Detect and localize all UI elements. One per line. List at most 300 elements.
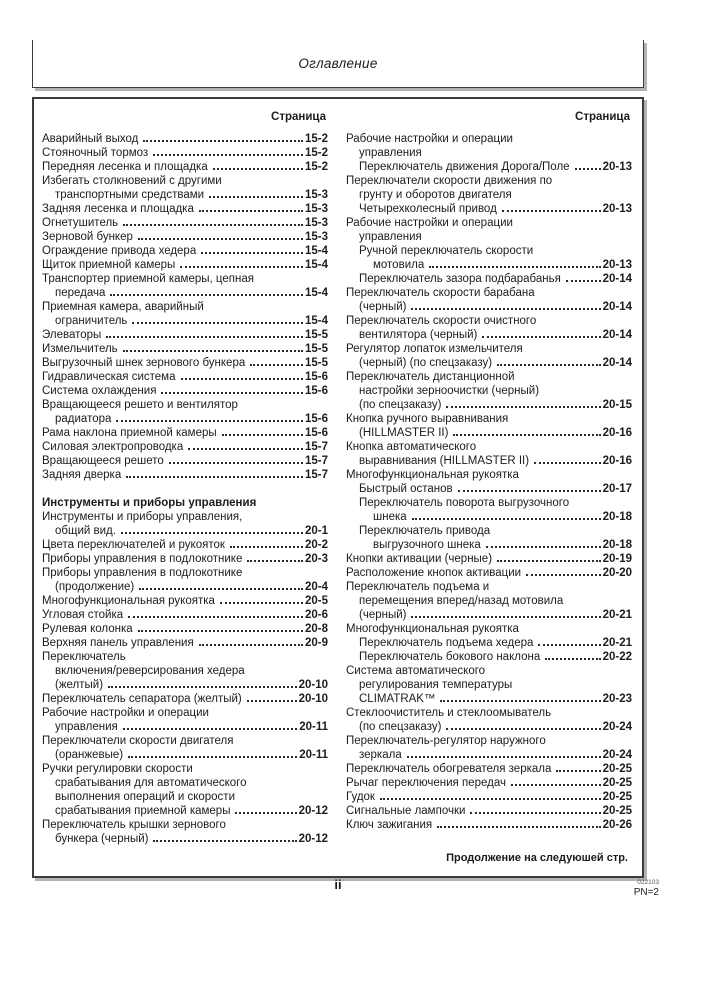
toc-entry-text: Переключатель привода — [359, 525, 491, 537]
toc-page-number: 20-3 — [304, 553, 328, 565]
toc-entry-text: выполнения операций и скорости — [55, 791, 235, 803]
toc-entry-text: срабатывания приемной камеры — [55, 805, 231, 817]
toc-entry-text: Переключатель сепаратора (желтый) — [42, 693, 242, 705]
toc-entry-text: передача — [55, 287, 106, 299]
toc-page-number: 20-1 — [304, 525, 328, 537]
dot-leader — [188, 448, 303, 450]
toc-page-number: 20-6 — [304, 609, 328, 621]
toc-entry-line — [42, 650, 328, 664]
column-header-left: Страница — [271, 111, 326, 123]
toc-page-number: 15-3 — [304, 217, 328, 229]
toc-entry-text: Огнетушитель — [42, 217, 119, 229]
toc-entry-text: (желтый) — [55, 679, 104, 691]
toc-page-number: 15-4 — [304, 245, 328, 257]
toc-entry-text: Элеваторы — [42, 329, 102, 341]
dot-leader — [235, 812, 296, 814]
toc-page-number: 20-25 — [602, 805, 632, 817]
dot-leader — [458, 490, 601, 492]
toc-entry-text: (черный) — [359, 301, 407, 313]
toc-page-number: 20-16 — [602, 455, 632, 467]
toc-entry-text: Переключатель-регулятор наружного — [346, 735, 546, 747]
toc-entry-line — [346, 216, 632, 230]
toc-entry-text: Вращающееся решето и вентилятор — [42, 399, 238, 411]
dot-leader — [412, 518, 601, 520]
toc-page-number: 20-26 — [602, 819, 632, 831]
toc-entry-text: Переключатель подъема хедера — [359, 637, 534, 649]
dot-leader — [139, 588, 303, 590]
dot-leader — [437, 826, 600, 828]
toc-entry-text: Рама наклона приемной камеры — [42, 427, 217, 439]
toc-page-number: 20-14 — [602, 329, 632, 341]
toc-entry-line — [42, 608, 328, 622]
toc-page-number: 20-11 — [299, 721, 328, 733]
toc-entry-text: Переключатели скорости двигателя — [42, 735, 234, 747]
toc-page-number: 15-4 — [304, 315, 328, 327]
toc-entry-line — [346, 328, 632, 342]
toc-entry-text: (HILLMASTER II) — [359, 427, 449, 439]
toc-entry-text: Угловая стойка — [42, 609, 124, 621]
dot-leader — [407, 756, 601, 758]
toc-page-number: 15-2 — [304, 133, 328, 145]
toc-entry-text: Переключатель зазора подбарабанья — [359, 273, 561, 285]
dot-leader — [497, 560, 601, 562]
toc-page-number: 20-17 — [602, 483, 632, 495]
toc-box — [32, 97, 644, 878]
toc-entry-text: Четырехколесный привод — [359, 203, 497, 215]
dot-leader — [250, 364, 303, 366]
toc-entry-line — [346, 356, 632, 370]
toc-entry-text: Зерновой бункер — [42, 231, 133, 243]
toc-entry-line — [42, 524, 328, 538]
toc-entry-text: включения/реверсирования хедера — [55, 665, 245, 677]
toc-entry-text: Переключатель — [42, 651, 126, 663]
toc-entry-text: CLIMATRAK™ — [359, 693, 436, 705]
page-header-band — [32, 40, 644, 88]
toc-entry-text: Верхняя панель управления — [42, 637, 194, 649]
toc-entry-line — [42, 580, 328, 594]
dot-leader — [132, 322, 303, 324]
dot-leader — [411, 616, 600, 618]
toc-entry-line — [346, 566, 632, 580]
toc-entry-line — [42, 454, 328, 468]
toc-entry-line — [346, 174, 632, 188]
toc-entry-line — [42, 776, 328, 790]
toc-entry-line — [42, 286, 328, 300]
toc-entry-text: Быстрый останов — [359, 483, 453, 495]
toc-entry-text: Система охлаждения — [42, 385, 157, 397]
toc-page-number: 20-14 — [602, 301, 632, 313]
dot-leader — [482, 336, 600, 338]
dot-leader — [213, 168, 303, 170]
toc-entry-text: Сигнальные лампочки — [346, 805, 466, 817]
toc-entry-text: (оранжевые) — [55, 749, 124, 761]
toc-entry-line — [346, 258, 632, 272]
toc-page-number: 20-11 — [299, 749, 328, 761]
dot-leader — [534, 462, 600, 464]
toc-entry-text: Многофункциональная рукоятка — [346, 623, 519, 635]
toc-entries-left — [42, 132, 328, 846]
dot-leader — [153, 154, 303, 156]
dot-leader — [486, 546, 601, 548]
dot-leader — [108, 686, 297, 688]
toc-entry-text: Многофункциональная рукоятка — [42, 595, 215, 607]
dot-leader — [230, 546, 303, 548]
toc-entry-line — [346, 146, 632, 160]
toc-entry-line — [346, 678, 632, 692]
toc-entry-line — [42, 384, 328, 398]
toc-entry-text: (черный) — [359, 609, 407, 621]
toc-entry-line — [346, 286, 632, 300]
toc-entry-line — [346, 664, 632, 678]
toc-entry-line — [346, 524, 632, 538]
toc-page-number: 20-10 — [298, 679, 328, 691]
dot-leader — [161, 392, 303, 394]
toc-entry-line — [346, 720, 632, 734]
print-code: 022103 — [637, 879, 659, 886]
toc-page-number: 15-5 — [304, 329, 328, 341]
toc-entry-text: общий вид. — [55, 525, 116, 537]
toc-entry-text: Избегать столкновений с другими — [42, 175, 222, 187]
toc-page-number: 20-25 — [602, 777, 632, 789]
toc-page-number: 20-13 — [602, 203, 632, 215]
dot-leader — [247, 560, 303, 562]
dot-leader — [121, 532, 303, 534]
toc-entry-text: ограничитель — [55, 315, 128, 327]
toc-entry-text: Кнопки активации (черные) — [346, 553, 493, 565]
toc-page-number: 20-5 — [304, 595, 328, 607]
dot-leader — [169, 462, 303, 464]
toc-entry-text: Стояночный тормоз — [42, 147, 149, 159]
toc-page-number: 15-3 — [304, 203, 328, 215]
toc-entry-line — [42, 538, 328, 552]
toc-page-number: 20-25 — [602, 791, 632, 803]
toc-page-number: 15-5 — [304, 343, 328, 355]
toc-entries-right — [346, 132, 632, 832]
toc-entry-line — [42, 272, 328, 286]
toc-entry-line — [42, 468, 328, 482]
dot-leader — [181, 378, 303, 380]
toc-entry-text: Выгрузочный шнек зернового бункера — [42, 357, 246, 369]
dot-leader — [128, 756, 297, 758]
toc-entry-line — [42, 244, 328, 258]
toc-entry-line — [346, 622, 632, 636]
toc-entry-line — [42, 762, 328, 776]
toc-entry-text: Расположение кнопок активации — [346, 567, 522, 579]
toc-entry-text: Щиток приемной камеры — [42, 259, 176, 271]
toc-page-number: 15-6 — [304, 427, 328, 439]
dot-leader — [199, 644, 303, 646]
toc-entry-line — [346, 762, 632, 776]
toc-entry-line — [346, 132, 632, 146]
page-number: ii — [334, 877, 342, 892]
toc-entry-text: Кнопка автоматического — [346, 441, 477, 453]
dot-leader — [526, 574, 601, 576]
dot-leader — [380, 798, 601, 800]
toc-entry-line — [346, 818, 632, 832]
dot-leader — [575, 168, 601, 170]
toc-entry-line — [42, 370, 328, 384]
toc-entry-text: Переключатель бокового наклона — [359, 651, 541, 663]
toc-entry-text: Рабочие настройки и операции — [42, 707, 209, 719]
toc-entry-line — [346, 454, 632, 468]
dot-leader — [511, 784, 601, 786]
toc-page-number: 20-21 — [602, 609, 632, 621]
toc-entry-line — [42, 188, 328, 202]
toc-entry-line — [42, 230, 328, 244]
toc-entry-text: управления — [359, 231, 422, 243]
toc-entry-line — [346, 748, 632, 762]
section-heading: Инструменты и приборы управления — [42, 497, 257, 509]
dot-leader — [566, 280, 601, 282]
toc-entry-line — [346, 300, 632, 314]
toc-entry-line — [346, 412, 632, 426]
toc-entry-text: (по спецзаказу) — [359, 721, 442, 733]
toc-page-number: 15-4 — [304, 259, 328, 271]
toc-entry-text: мотовила — [373, 259, 425, 271]
toc-entry-line — [42, 804, 328, 818]
toc-entry-text: Переключатель обогревателя зеркала — [346, 763, 552, 775]
toc-page-number: 20-18 — [602, 539, 632, 551]
dot-leader — [116, 420, 303, 422]
toc-entry-line — [346, 244, 632, 258]
toc-entry-line — [42, 734, 328, 748]
dot-leader — [440, 700, 600, 702]
dot-leader — [220, 602, 303, 604]
toc-entry-text: перемещения вперед/назад мотовила — [359, 595, 564, 607]
toc-entry-line — [346, 426, 632, 440]
toc-page-number: 15-7 — [304, 469, 328, 481]
dot-leader — [201, 252, 303, 254]
toc-entry-text: выравнивания (HILLMASTER II) — [359, 455, 530, 467]
toc-page-number: 20-18 — [602, 511, 632, 523]
toc-entry-line — [346, 580, 632, 594]
toc-entry-line — [42, 300, 328, 314]
toc-page-number: 20-21 — [602, 637, 632, 649]
toc-entry-line — [346, 608, 632, 622]
toc-entry-line — [346, 160, 632, 174]
toc-entry-line — [346, 734, 632, 748]
toc-entry-line — [42, 216, 328, 230]
toc-entry-text: Передняя лесенка и площадка — [42, 161, 208, 173]
toc-entry-text: радиатора — [55, 413, 112, 425]
toc-entry-line — [42, 412, 328, 426]
toc-entry-line — [42, 132, 328, 146]
dot-leader — [247, 700, 297, 702]
toc-entry-line — [346, 776, 632, 790]
toc-entry-line — [42, 440, 328, 454]
toc-entry-line — [42, 426, 328, 440]
toc-page-number: 20-15 — [602, 399, 632, 411]
toc-page-number: 20-14 — [602, 357, 632, 369]
toc-entry-text: Переключатель крышки зернового — [42, 819, 226, 831]
toc-entry-text: Многофункциональная рукоятка — [346, 469, 519, 481]
dot-leader — [128, 616, 303, 618]
dot-leader — [545, 658, 600, 660]
dot-leader — [411, 308, 600, 310]
toc-entry-line — [42, 342, 328, 356]
toc-entry-line — [346, 188, 632, 202]
toc-entry-line — [346, 706, 632, 720]
toc-entry-line — [346, 538, 632, 552]
toc-entry-line — [42, 664, 328, 678]
toc-entry-line — [346, 552, 632, 566]
toc-page-number: 15-2 — [304, 147, 328, 159]
toc-entry-line — [42, 678, 328, 692]
dot-leader — [123, 728, 297, 730]
toc-entry-text: Переключатель скорости очистного — [346, 315, 537, 327]
toc-entry-text: Ограждение привода хедера — [42, 245, 197, 257]
toc-entry-line — [42, 594, 328, 608]
dot-leader — [180, 266, 303, 268]
toc-entry-text: шнека — [373, 511, 407, 523]
dot-leader — [138, 630, 303, 632]
toc-entry-text: управления — [359, 147, 422, 159]
toc-entry-line — [346, 272, 632, 286]
toc-page-number: 15-3 — [304, 231, 328, 243]
toc-entry-line — [346, 790, 632, 804]
toc-entry-line — [42, 622, 328, 636]
toc-entry-line — [346, 804, 632, 818]
toc-entry-line — [42, 790, 328, 804]
toc-entry-text: зеркала — [359, 749, 402, 761]
toc-entry-line — [42, 398, 328, 412]
toc-entry-text: Ключ зажигания — [346, 819, 433, 831]
toc-page-number: 15-6 — [304, 413, 328, 425]
toc-entry-line — [346, 496, 632, 510]
toc-page-number: 20-4 — [304, 581, 328, 593]
toc-page-number: 15-5 — [304, 357, 328, 369]
toc-entry-text: Гидравлическая система — [42, 371, 176, 383]
toc-entry-line — [42, 146, 328, 160]
toc-entry-line — [346, 342, 632, 356]
dot-leader — [538, 644, 600, 646]
toc-page-number: 20-13 — [602, 259, 632, 271]
toc-entry-text: Приборы управления в подлокотнике — [42, 567, 243, 579]
toc-entry-text: Вращающееся решето — [42, 455, 164, 467]
toc-page-number: 20-22 — [602, 651, 632, 663]
toc-entry-text: транспортными средствами — [55, 189, 205, 201]
toc-page-number: 20-24 — [602, 749, 632, 761]
toc-entry-text: Инструменты и приборы управления, — [42, 511, 243, 523]
dot-leader — [199, 210, 303, 212]
toc-entry-line — [346, 510, 632, 524]
dot-leader — [497, 364, 600, 366]
toc-entry-text: вентилятора (черный) — [359, 329, 478, 341]
toc-column-left — [42, 111, 328, 866]
toc-entry-text: Переключатели скорости движения по — [346, 175, 553, 187]
toc-entry-text: Задняя лесенка и площадка — [42, 203, 194, 215]
toc-page-number: 15-7 — [304, 455, 328, 467]
toc-entry-text: Регулятор лопаток измельчителя — [346, 343, 523, 355]
toc-entry-line — [42, 748, 328, 762]
column-spacer — [42, 482, 328, 496]
toc-entry-line — [42, 706, 328, 720]
pn-label: PN=2 — [633, 887, 659, 898]
toc-entry-text: Цвета переключателей и рукояток — [42, 539, 225, 551]
toc-entry-line — [42, 818, 328, 832]
toc-entry-line — [42, 314, 328, 328]
toc-entry-text: Переключатель поворота выгрузочного — [359, 497, 570, 509]
dot-leader — [470, 812, 600, 814]
toc-page-number: 20-20 — [602, 567, 632, 579]
toc-entry-text: (черный) (по спецзаказу) — [359, 357, 493, 369]
toc-entry-line — [42, 832, 328, 846]
toc-entry-line — [346, 482, 632, 496]
toc-entry-text: (продолжение) — [55, 581, 135, 593]
toc-entry-line — [346, 314, 632, 328]
toc-page-number: 15-7 — [304, 441, 328, 453]
toc-entry-line — [42, 636, 328, 650]
toc-entry-text: Гудок — [346, 791, 375, 803]
toc-entry-text: Система автоматического — [346, 665, 486, 677]
toc-page-number: 15-6 — [304, 371, 328, 383]
toc-entry-text: Приемная камера, аварийный — [42, 301, 204, 313]
toc-entry-text: Задняя дверка — [42, 469, 122, 481]
toc-entry-line — [42, 328, 328, 342]
toc-page-number: 20-13 — [602, 161, 632, 173]
toc-page-number: 15-6 — [304, 385, 328, 397]
toc-entry-line — [42, 692, 328, 706]
toc-entry-line — [346, 468, 632, 482]
toc-page-number: 20-2 — [304, 539, 328, 551]
toc-entry-text: Рулевая колонка — [42, 623, 133, 635]
dot-leader — [153, 840, 296, 842]
toc-entry-text: настройки зерноочистки (черный) — [359, 385, 540, 397]
toc-column-right — [346, 111, 632, 866]
toc-page-number: 20-25 — [602, 763, 632, 775]
dot-leader — [110, 294, 303, 296]
dot-leader — [556, 770, 600, 772]
toc-entry-line — [346, 202, 632, 216]
toc-entry-text: Переключатель скорости барабана — [346, 287, 535, 299]
dot-leader — [446, 406, 600, 408]
toc-entry-text: Рычаг переключения передач — [346, 777, 506, 789]
toc-entry-line — [42, 174, 328, 188]
toc-page-number: 15-2 — [304, 161, 328, 173]
toc-page-number: 20-9 — [304, 637, 328, 649]
toc-entry-text: Транспортер приемной камеры, цепная — [42, 273, 254, 285]
toc-entry-line — [42, 720, 328, 734]
dot-leader — [453, 434, 600, 436]
toc-entry-line — [346, 398, 632, 412]
toc-entry-line — [42, 510, 328, 524]
dot-leader — [123, 224, 303, 226]
toc-entry-text: выгрузочного шнека — [373, 539, 481, 551]
toc-entry-text: Стеклоочиститель и стеклоомыватель — [346, 707, 552, 719]
column-header-right: Страница — [575, 111, 630, 123]
page-title: Оглавление — [298, 56, 378, 71]
toc-entry-line — [346, 650, 632, 664]
toc-entry-line — [42, 356, 328, 370]
toc-entry-text: Измельчитель — [42, 343, 118, 355]
toc-entry-text: Силовая электропроводка — [42, 441, 184, 453]
toc-entry-line — [42, 160, 328, 174]
dot-leader — [429, 266, 600, 268]
toc-page-number: 20-16 — [602, 427, 632, 439]
toc-entry-line — [346, 594, 632, 608]
toc-entry-line — [42, 552, 328, 566]
toc-entry-line — [346, 440, 632, 454]
toc-entry-line — [346, 230, 632, 244]
continued-note: Продолжение на следуюшей стр. — [446, 852, 628, 864]
toc-page-number: 20-10 — [298, 693, 328, 705]
toc-entry-text: Переключатель дистанционной — [346, 371, 515, 383]
toc-entry-text: бункера (черный) — [55, 833, 149, 845]
dot-leader — [138, 238, 303, 240]
toc-page-number: 15-4 — [304, 287, 328, 299]
dot-leader — [209, 196, 303, 198]
toc-entry-line — [346, 692, 632, 706]
